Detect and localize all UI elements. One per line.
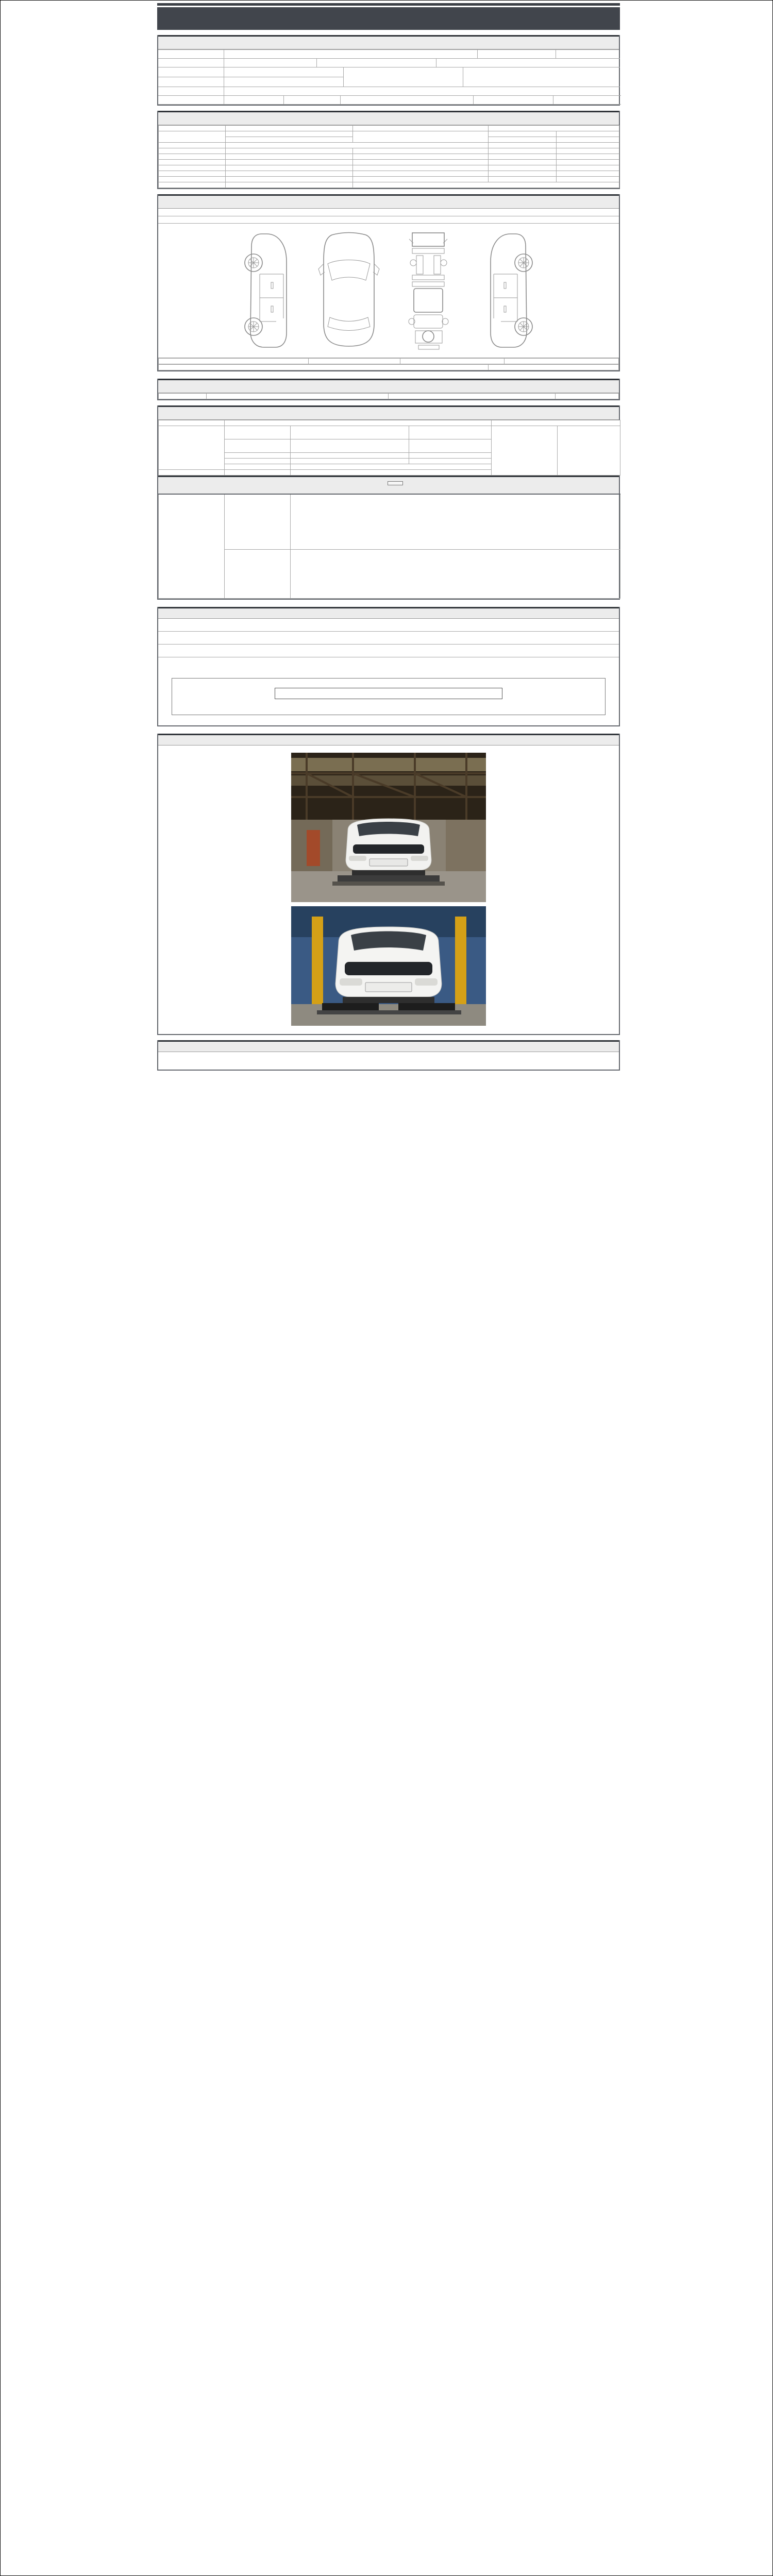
note-cell <box>557 160 619 165</box>
opinions-table <box>158 494 620 599</box>
usage-change-detail <box>353 165 489 171</box>
base-price-label <box>474 96 553 105</box>
note-cell <box>557 131 619 137</box>
engine-type-value <box>224 96 284 105</box>
price-cell <box>489 160 557 165</box>
page-marker-2 <box>157 371 620 374</box>
signature-statement <box>158 1060 619 1070</box>
section-photos <box>157 734 620 1035</box>
car-underbody-view <box>398 231 460 352</box>
price-appraisal-info-box <box>172 678 606 715</box>
price-cell <box>489 165 557 171</box>
reg-no-label <box>478 50 556 59</box>
comp-header-row <box>159 126 619 131</box>
inspection-fee <box>158 1052 619 1060</box>
notice-part2-body <box>158 657 619 670</box>
etc-price-cell <box>492 426 558 476</box>
section-etc <box>157 405 620 600</box>
polish-options <box>291 439 409 453</box>
note-cell <box>557 148 619 154</box>
detail-h-part <box>206 394 389 399</box>
car-side-left-view <box>239 231 300 350</box>
price-cell <box>489 154 557 160</box>
comp-h-price <box>489 126 619 131</box>
notice-part1-body <box>158 632 619 644</box>
warranty-options <box>341 96 474 105</box>
table-row <box>159 160 619 165</box>
warranty-label <box>284 96 341 105</box>
section-accident-header <box>158 194 619 209</box>
wheel-label <box>225 453 291 459</box>
detail-h-price <box>555 394 618 399</box>
section-comp-header <box>158 111 619 125</box>
recall-detail <box>353 182 619 188</box>
accident-history-label <box>159 359 309 364</box>
recall-options <box>226 182 353 188</box>
document <box>157 1 620 1071</box>
price-cell <box>489 171 557 177</box>
emission-values <box>353 148 489 154</box>
note-cell <box>557 137 619 143</box>
wheel-positions <box>409 453 492 459</box>
etc-table <box>158 420 620 476</box>
table-row <box>159 131 619 137</box>
appraiser-label <box>225 550 291 599</box>
comprehensive-table <box>158 125 619 188</box>
section-detail <box>157 379 620 400</box>
engine-type-label <box>158 96 224 105</box>
price-cell <box>489 131 557 137</box>
tuning-label <box>159 154 226 160</box>
document-header <box>157 7 620 30</box>
comp-h-usage <box>159 126 226 131</box>
car-name-label <box>158 50 224 59</box>
table-row <box>159 494 620 550</box>
final-price-value <box>388 481 403 485</box>
tuning-options <box>226 154 353 160</box>
simple-repair-options <box>504 359 618 364</box>
inspector-label <box>225 494 291 550</box>
vin-mark-options <box>226 143 489 148</box>
basic-row-1 <box>158 49 619 59</box>
tuning-detail-options <box>353 154 489 160</box>
tire-label <box>225 459 291 464</box>
table-row <box>159 171 619 177</box>
table-row <box>159 426 620 439</box>
basic-row-4 <box>158 87 619 96</box>
inspection-photo-2 <box>291 906 486 1026</box>
emission-options <box>226 148 353 154</box>
mileage-label <box>159 131 226 143</box>
section-basic-info <box>157 35 620 106</box>
transmission-label <box>344 67 463 87</box>
mileage-state-options <box>226 131 353 137</box>
table-row <box>159 359 619 364</box>
price-cell <box>489 148 557 154</box>
vin-value <box>224 77 343 87</box>
section-signature <box>157 1040 620 1071</box>
basic-items-label <box>159 470 225 476</box>
glass-label <box>225 464 291 470</box>
accident-parts-table <box>158 364 619 370</box>
parts-label <box>159 365 489 370</box>
notice-part1-title <box>158 619 619 632</box>
inspector-opinion <box>291 494 620 550</box>
color-label <box>159 171 226 177</box>
etc-h-price <box>492 420 620 426</box>
section-etc-header <box>158 405 619 420</box>
note-cell <box>557 154 619 160</box>
table-row <box>159 420 620 426</box>
repair-needed-label <box>159 426 225 470</box>
opinions-label <box>159 494 225 599</box>
options-detail <box>353 177 489 182</box>
notice-header <box>158 607 619 619</box>
year-label <box>158 59 224 67</box>
color-options <box>226 171 353 177</box>
exterior-options <box>291 426 409 439</box>
possession-label <box>225 470 291 476</box>
section-detail-header <box>158 379 619 393</box>
basic-row-3 <box>158 67 619 87</box>
base-price-value <box>553 96 621 105</box>
table-row <box>159 550 620 599</box>
inspection-period-label <box>317 59 436 67</box>
reg-no-value <box>556 50 620 59</box>
price-appraisal-box-title <box>275 688 502 699</box>
color-detail <box>353 171 489 177</box>
table-row <box>159 148 619 154</box>
table-row <box>159 143 619 148</box>
table-row <box>159 365 619 370</box>
etc-h-item <box>225 420 492 426</box>
first-reg-value <box>224 67 343 77</box>
vin-label <box>158 77 224 87</box>
comp-h-part <box>353 126 489 131</box>
car-side-right-view <box>477 231 538 350</box>
possession-options <box>291 470 492 476</box>
inspection-photo-1 <box>291 753 486 902</box>
table-row <box>159 182 619 188</box>
tire-options <box>291 459 409 464</box>
note-cell <box>557 171 619 177</box>
usage-change-label <box>159 165 226 171</box>
tire-positions <box>409 459 492 464</box>
year-value <box>224 59 317 67</box>
special-history-options <box>226 160 353 165</box>
first-reg-label <box>158 67 224 77</box>
note-cell <box>557 165 619 171</box>
table-row <box>159 177 619 182</box>
polish-label <box>225 439 291 453</box>
appraiser-opinion <box>291 550 620 599</box>
parts-price-header <box>489 365 619 370</box>
accident-history-row <box>158 358 619 364</box>
table-row <box>159 154 619 160</box>
glass-options <box>291 464 492 470</box>
final-price-band <box>158 476 619 494</box>
detail-table <box>158 393 619 399</box>
vin-mark-label <box>159 143 226 148</box>
detail-h-state <box>389 394 555 399</box>
options-options <box>226 177 353 182</box>
price-cell <box>489 143 557 148</box>
note-cell <box>557 143 619 148</box>
section-notice <box>157 607 620 726</box>
diagram-note <box>158 216 619 224</box>
current-mileage-cell <box>353 131 489 143</box>
accident-history-options <box>308 359 400 364</box>
usage-change-options <box>226 165 353 171</box>
simple-repair-label <box>400 359 504 364</box>
etc-note-cell <box>558 426 620 476</box>
photos-header <box>158 734 619 745</box>
notice-part2-title <box>158 644 619 657</box>
emission-label <box>159 148 226 154</box>
signature-header <box>158 1040 619 1052</box>
section-accident <box>157 194 620 371</box>
detail-h-device <box>159 394 207 399</box>
special-history-detail <box>353 160 489 165</box>
detail-header-row <box>159 394 619 399</box>
table-row <box>159 165 619 171</box>
page-marker-3 <box>157 600 620 602</box>
fuel-label <box>158 87 224 96</box>
inspection-period-value <box>436 59 620 67</box>
comp-h-state <box>226 126 353 131</box>
basic-row-5 <box>158 96 619 105</box>
transmission-options <box>463 67 620 87</box>
note-cell <box>557 177 619 182</box>
fuel-options <box>224 87 621 96</box>
car-damage-diagram <box>158 224 619 358</box>
recall-label <box>159 182 226 188</box>
car-name-value <box>224 50 478 59</box>
status-code-legend <box>158 209 619 216</box>
options-label <box>159 177 226 182</box>
header-rule <box>157 3 620 6</box>
price-cell <box>489 137 557 143</box>
wheel-options <box>291 453 409 459</box>
odometer-options <box>226 137 353 143</box>
page-marker-4 <box>157 726 620 728</box>
price-cell <box>489 177 557 182</box>
exterior-label <box>225 426 291 439</box>
basic-row-2 <box>158 59 619 67</box>
etc-h-blank <box>159 420 225 426</box>
special-history-label <box>159 160 226 165</box>
section-basic-header <box>158 35 619 49</box>
car-top-view <box>317 231 380 350</box>
section-comprehensive <box>157 111 620 189</box>
